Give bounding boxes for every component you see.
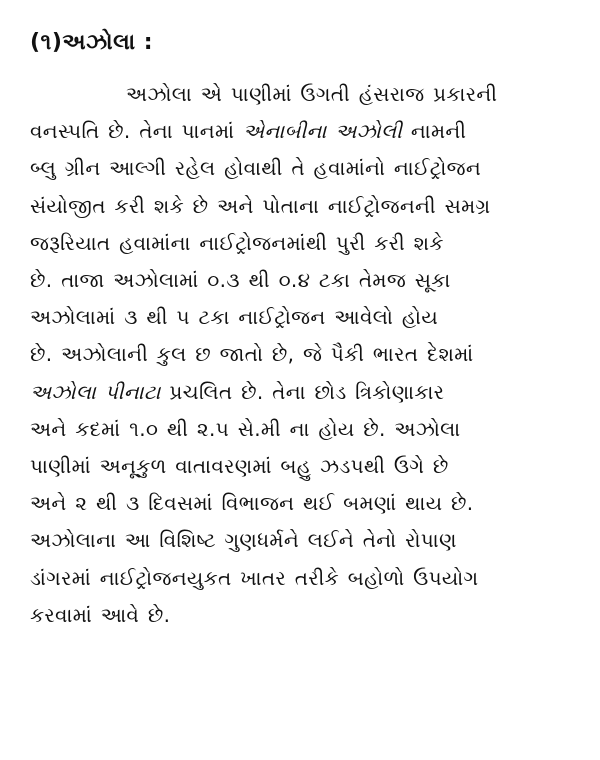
text-segment: બ્લુ ગ્રીન આલ્ગી રહેલ હોવાથી તે હવામાંનો નાઈટ્રોજન [30, 156, 482, 181]
text-line [30, 262, 572, 299]
text-segment: કરવામાં આવે છે. [30, 602, 171, 627]
text-segment: અઝોલા એ પાણીમાં ઉગતી હંસરાજ પ્રકારની [126, 82, 498, 106]
text-line [30, 113, 572, 150]
text-segment: સંયોજીત કરી શકે છે અને પોતાના નાઈટ્રોજનની સમગ્ર [30, 193, 491, 218]
text-segment: પ્રચલિત છે. તેના છોડ ત્રિકોણાકાર [160, 379, 445, 404]
text-line [30, 597, 572, 634]
scientific-name: અઝોલા પીનાટા [30, 379, 161, 404]
text-segment: અઝોલાના આ વિશિષ્ટ ગુણધર્મને લઈને તેનો રોપાણ [30, 528, 457, 553]
text-segment: છે. અઝોલાની કુલ છ જાતો છે, જે પૈકી ભારત દેશમાં [30, 342, 474, 367]
text-segment: જરૂરિયાત હવામાંના નાઈટ્રોજનમાંથી પુરી કરી શકે [30, 230, 444, 255]
text-segment: વનસ્પતિ છે. તેના પાનમાં [30, 119, 243, 144]
section-heading: (૧)અઝોલા : [30, 30, 154, 55]
text-line [30, 374, 572, 411]
text-line [30, 76, 572, 113]
text-segment: છે. તાજા અઝોલામાં ૦.૩ થી ૦.૪ ટકા તેમજ સૂકા [30, 268, 451, 293]
text-line [30, 411, 572, 448]
text-line [30, 485, 572, 522]
text-segment: પાણીમાં અનૂકુળ વાતાવરણમાં બહુ ઝડપથી ઉગે છે [30, 454, 449, 479]
text-line [30, 188, 572, 225]
text-segment: નામની [402, 119, 467, 144]
text-line [30, 522, 572, 559]
paragraph [30, 76, 582, 634]
text-segment: અઝોલામાં ૩ થી ૫ ટકા નાઈટ્રોજન આવેલો હોય [30, 305, 439, 330]
text-line [30, 448, 572, 485]
text-segment: અને કદમાં ૧.૦ થી ૨.૫ સે.મી ના હોય છે. અઝોલા [30, 416, 461, 441]
text-line [30, 299, 572, 336]
text-line [30, 225, 572, 262]
text-line [30, 336, 572, 373]
text-line [30, 150, 572, 187]
text-segment: અને ૨ થી ૩ દિવસમાં વિભાજન થઈ બમણાં થાય છે. [30, 491, 474, 516]
text-segment: ડાંગરમાં નાઈટ્રોજનયુકત ખાતર તરીકે બહોળો ઉપયોગ [30, 565, 479, 590]
scientific-name: એનાબીના અઝોલી [242, 119, 403, 144]
text-line [30, 560, 572, 597]
